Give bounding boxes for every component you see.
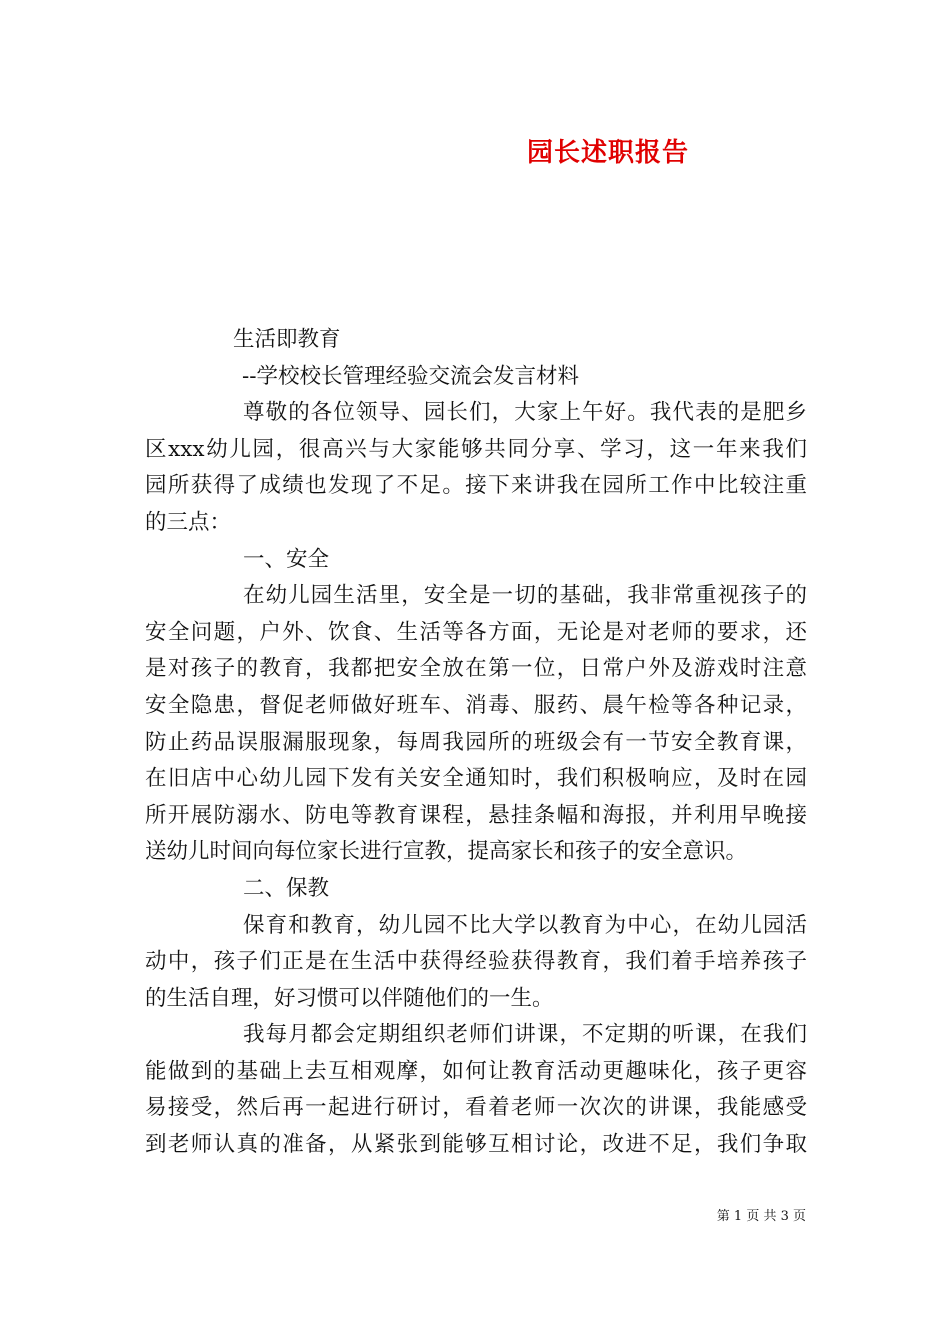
document-body [145,322,807,1164]
subtitle-line: 生活即教育 [233,327,341,352]
paragraph-line: 园所获得了成绩也发现了不足。接下来讲我在园所工作中比较注重 [145,473,807,499]
paragraph-line: 安全问题，户外、饮食、生活等各方面，无论是对老师的要求，还 [145,619,807,645]
paragraph-line: 易接受，然后再一起进行研讨，看着老师一次次的讲课，我能感受 [145,1095,807,1121]
section-heading: 二、保教 [243,875,330,901]
paragraph-line: 所开展防溺水、防电等教育课程，悬挂条幅和海报，并利用早晚接 [145,802,807,828]
paragraph-line: 区xxx幼儿园，很高兴与大家能够共同分享、学习，这一年来我们 [145,436,807,462]
section-heading: 一、安全 [243,546,330,572]
paragraph-line: 是对孩子的教育，我都把安全放在第一位，日常户外及游戏时注意 [145,656,807,682]
paragraph-line: 的生活自理，好习惯可以伴随他们的一生。 [145,985,554,1011]
paragraph-line: 动中，孩子们正是在生活中获得经验获得教育，我们着手培养孩子 [145,949,807,975]
page-number: 第 1 页 共 3 页 [716,1209,806,1224]
document-title: 园长述职报告 [527,138,690,168]
paragraph-line: 尊敬的各位领导、园长们，大家上午好。我代表的是肥乡 [243,400,807,426]
paragraph-line: 在旧店中心幼儿园下发有关安全通知时，我们积极响应，及时在园 [145,766,807,792]
paragraph-line: 我每月都会定期组织老师们讲课，不定期的听课，在我们 [243,1022,807,1048]
paragraph-line: 送幼儿时间向每位家长进行宣教，提高家长和孩子的安全意识。 [145,839,748,865]
paragraph-line: 的三点： [145,509,232,535]
paragraph-line: 保育和教育，幼儿园不比大学以教育为中心，在幼儿园活 [243,912,807,938]
paragraph-line: 能做到的基础上去互相观摩，如何让教育活动更趣味化，孩子更容 [145,1058,807,1084]
paragraph-line: 安全隐患，督促老师做好班车、消毒、服药、晨午检等各种记录， [145,692,807,718]
paragraph-line: 防止药品误服漏服现象，每周我园所的班级会有一节安全教育课， [145,729,807,755]
paragraph-line: 在幼儿园生活里，安全是一切的基础，我非常重视孩子的 [243,583,807,609]
paragraph-line: 到老师认真的准备，从紧张到能够互相讨论，改进不足，我们争取 [145,1132,807,1158]
subtitle-line: --学校校长管理经验交流会发言材料 [242,363,580,389]
